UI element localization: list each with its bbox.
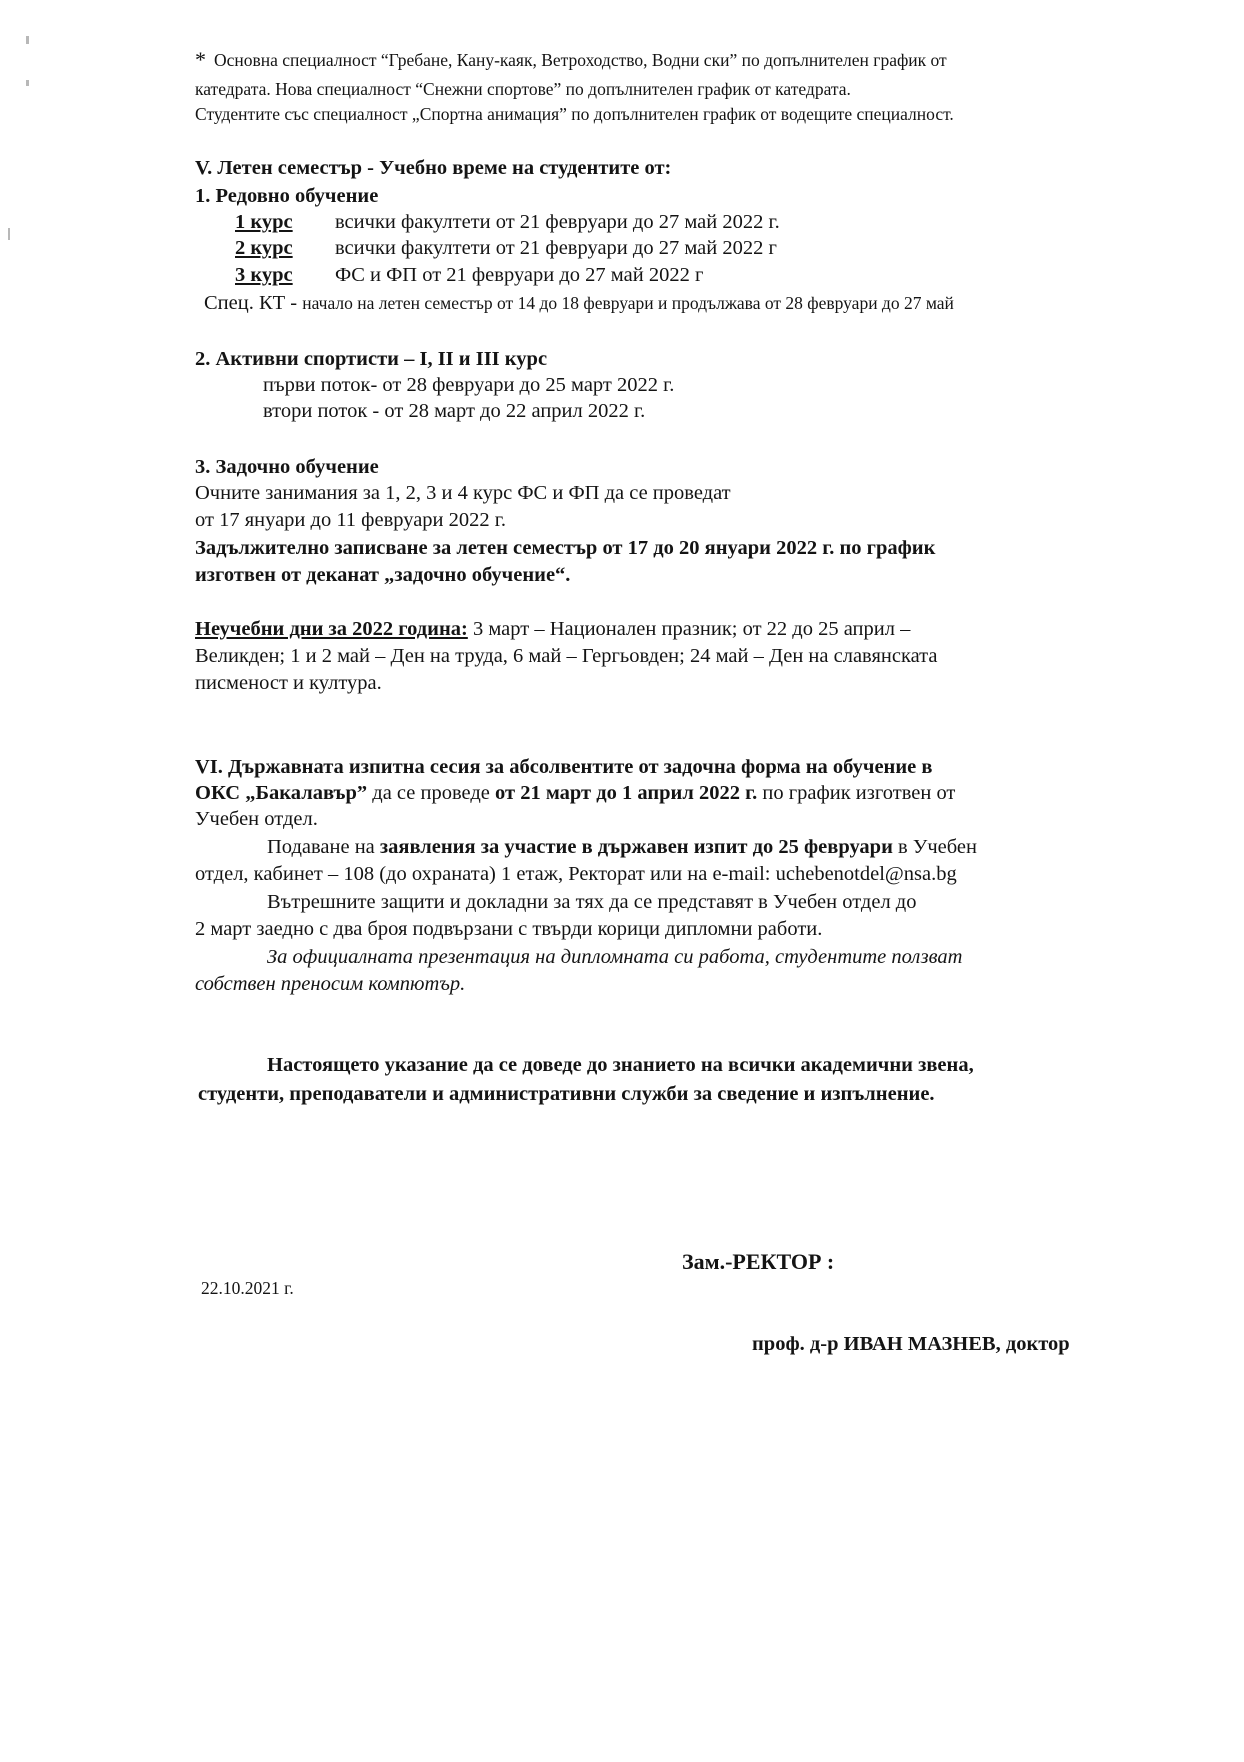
section-vi-line-2 (195, 780, 955, 806)
note-line-2: катедрата. Нова специалност “Снежни спортове” по допълнителен график от катедрата. (195, 79, 851, 99)
defenses-line-2: 2 март заедно с два броя подвързани с твърди корици дипломни работи. (195, 918, 823, 940)
note-text: Основна специалност “Гребане, Кану-каяк, Ветроходство, Водни ски” по допълнителен график от (214, 50, 947, 70)
closing-line-2: студенти, преподаватели и административни служби за сведение и изпълнение. (198, 1083, 935, 1105)
applications-text: Подаване на (267, 836, 380, 858)
signature-date: 22.10.2021 г. (201, 1278, 294, 1298)
athletes-heading: 2. Активни спортисти – I, II и III курс (195, 348, 548, 370)
closing-line-1: Настоящето указание да се доведе до знанието на всички академични звена, (267, 1054, 974, 1076)
course-text: всички факултети от 21 февруари до 27 май 2022 г. (335, 211, 780, 233)
holidays-line-1 (195, 616, 910, 642)
course-row (235, 209, 780, 235)
holidays-label: Неучебни дни за 2022 година: (195, 618, 468, 640)
section-vi-text: да се проведе (367, 782, 496, 804)
signature-name: проф. д-р ИВАН МАЗНЕВ, доктор (752, 1333, 1070, 1355)
note-line-3: Студентите със специалност „Спортна анимация” по допълнителен график от водещите специалност. (195, 104, 954, 124)
exam-dates: от 21 март до 1 април 2022 г. (495, 782, 758, 804)
section-vi-line-1: VI. Държавната изпитна сесия за абсолвентите от задочна форма на обучение в (195, 756, 933, 778)
course-text: всички факултети от 21 февруари до 27 май 2022 г (335, 237, 777, 259)
applications-text-end: в Учебен (892, 836, 977, 858)
presentation-line-2: собствен преносим компютър. (195, 973, 466, 995)
parttime-bold-2: изготвен от деканат „задочно обучение“. (195, 564, 571, 586)
scan-mark (26, 80, 29, 86)
athletes-line-1: първи поток- от 28 февруари до 25 март 2022 г. (263, 374, 675, 396)
section-v-heading: V. Летен семестър - Учебно време на студентите от: (195, 157, 672, 179)
holidays-text: 3 март – Национален празник; от 22 до 25 април – (467, 618, 911, 640)
presentation-line-1: За официалната презентация на дипломната си работа, студентите ползват (267, 946, 963, 968)
kt-prefix: Спец. КТ - (204, 292, 303, 314)
kt-text: начало на летен семестър от 14 до 18 февруари и продължава от 28 февруари до 27 май (302, 293, 954, 313)
course-row (235, 262, 703, 288)
athletes-line-2: втори поток - от 28 март до 22 април 2022 г. (263, 400, 646, 422)
signature-title: Зам.-РЕКТОР : (682, 1249, 835, 1274)
asterisk: * (195, 47, 206, 72)
parttime-heading: 3. Задочно обучение (195, 456, 379, 478)
course-text: ФС и ФП от 21 февруари до 27 май 2022 г (335, 264, 704, 286)
note-line-1 (195, 46, 947, 73)
course-row (235, 235, 777, 261)
applications-line-1 (267, 834, 977, 860)
parttime-line-1: Очните занимания за 1, 2, 3 и 4 курс ФС и ФП да се проведат (195, 482, 731, 504)
degree-label: ОКС „Бакалавър” (195, 782, 368, 804)
course-label: 2 курс (235, 237, 293, 259)
parttime-bold-1: Задължително записване за летен семестър от 17 до 20 януари 2022 г. по график (195, 537, 936, 559)
holidays-line-2: Великден; 1 и 2 май – Ден на труда, 6 май – Гергьовден; 24 май – Ден на славянската (195, 645, 938, 667)
course-label: 1 курс (235, 211, 293, 233)
holidays-line-3: писменост и култура. (195, 672, 382, 694)
course-label: 3 курс (235, 264, 293, 286)
scan-mark (8, 228, 10, 240)
applications-line-2: отдел, кабинет – 108 (до охраната) 1 етаж, Ректорат или на e-mail: uchebenotdel@nsa.bg (195, 863, 957, 885)
parttime-line-2: от 17 януари до 11 февруари 2022 г. (195, 509, 506, 531)
regular-heading: 1. Редовно обучение (195, 185, 379, 207)
section-vi-line-3: Учебен отдел. (195, 808, 318, 830)
kt-line (204, 290, 954, 316)
section-vi-text-end: по график изготвен от (757, 782, 956, 804)
defenses-line-1: Вътрешните защити и докладни за тях да се представят в Учебен отдел до (267, 891, 917, 913)
applications-deadline: заявления за участие в държавен изпит до 25 февруари (379, 836, 893, 858)
scan-mark (26, 36, 29, 44)
